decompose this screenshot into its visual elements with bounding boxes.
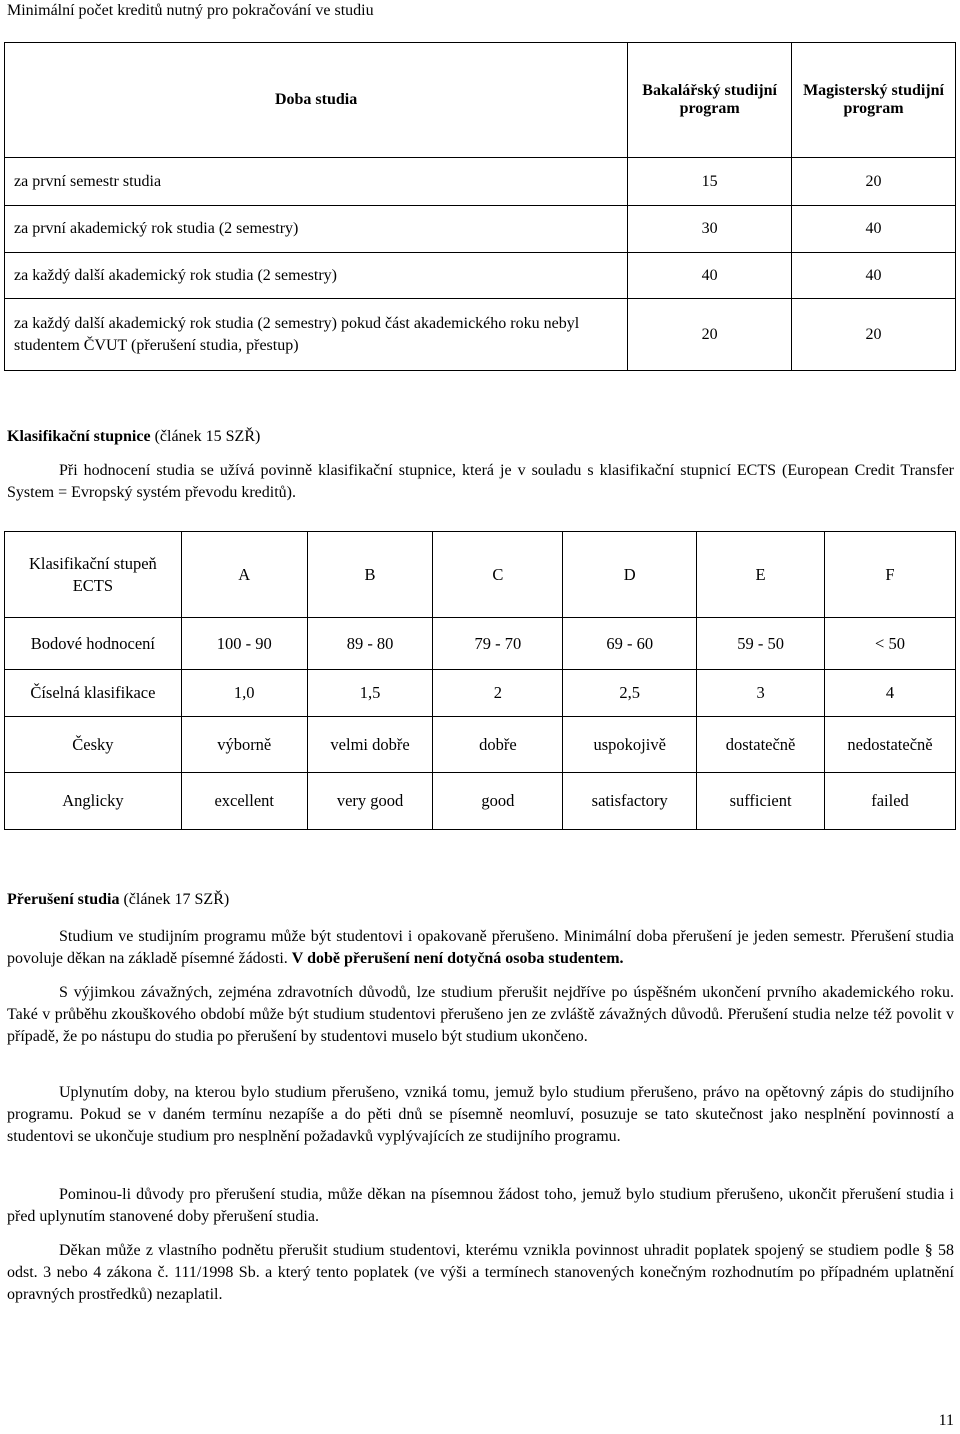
grade-cell: 79 - 70 (433, 618, 563, 670)
grade-cell: E (697, 532, 825, 618)
grade-row-label: Číselná klasifikace (5, 670, 182, 717)
grade-cell: F (825, 532, 956, 618)
credits-col-header-master: Magisterský studijní program (792, 43, 956, 158)
classification-title-bold: Klasifikační stupnice (7, 428, 151, 445)
credits-row-bachelor: 30 (628, 206, 792, 253)
grade-cell: uspokojivě (563, 717, 697, 773)
classification-title-rest: (článek 15 SZŘ) (150, 428, 261, 445)
grade-cell: good (433, 773, 563, 830)
credits-row-bachelor: 20 (628, 299, 792, 371)
grade-cell: dostatečně (697, 717, 825, 773)
interruption-p5-text: Děkan může z vlastního podnětu přerušit studium studentovi, kterému vznikla povinnost uhradit poplatek spojený se studiem podle § 58 odst. 3 nebo 4 zákona č. 111/1998 Sb. a který tento poplatek (ve výši a termínech stanovených konečným rozhodnutím po případném uplatnění opravných prostředků) nezaplatil. (7, 1242, 954, 1303)
grade-cell: satisfactory (563, 773, 697, 830)
grade-cell: 4 (825, 670, 956, 717)
grade-cell: 1,0 (181, 670, 307, 717)
credits-row-label: za každý další akademický rok studia (2 semestry) pokud část akademického roku nebyl studentem ČVUT (přerušení studia, přestup) (5, 299, 628, 371)
grade-row-label: Česky (5, 717, 182, 773)
page-number: 11 (938, 1412, 954, 1429)
grade-cell: < 50 (825, 618, 956, 670)
grade-cell: nedostatečně (825, 717, 956, 773)
credits-row (5, 206, 956, 253)
grade-cell: 59 - 50 (697, 618, 825, 670)
grade-row-label: Bodové hodnocení (5, 618, 182, 670)
grade-cell: 3 (697, 670, 825, 717)
credits-col-header-duration: Doba studia (5, 43, 628, 158)
grade-row (5, 773, 956, 830)
grade-row-label: Anglicky (5, 773, 182, 830)
grade-cell: failed (825, 773, 956, 830)
classification-paragraph (7, 460, 954, 504)
interruption-p4-text: Pominou-li důvody pro přerušení studia, může děkan na písemnou žádost toho, jemuž bylo studium přerušeno, ukončit přerušení studia i před uplynutím stanovené doby přerušení studia. (7, 1186, 954, 1225)
grade-cell: 89 - 80 (307, 618, 433, 670)
credits-row-bachelor: 15 (628, 158, 792, 206)
grade-row (5, 670, 956, 717)
interruption-p2-text: S výjimkou závažných, zejména zdravotních důvodů, lze studium přerušit nejdříve po úspěšném ukončení prvního akademického roku. Také v průběhu zkouškového období může být studium studentovi přerušeno jen ze zvláště závažných důvodů. Přerušení studia nelze též povolit v případě, že po nástupu do studia po přerušení by studentovi muselo být studium ukončeno. (7, 984, 954, 1045)
grade-cell: dobře (433, 717, 563, 773)
credits-table-header-row (5, 43, 956, 158)
interruption-paragraph-5 (7, 1240, 954, 1306)
classification-title (7, 428, 260, 446)
grade-cell: A (181, 532, 307, 618)
grade-cell: sufficient (697, 773, 825, 830)
grade-table (4, 531, 956, 830)
grade-row (5, 717, 956, 773)
credits-row (5, 253, 956, 299)
credits-table (4, 42, 956, 371)
grade-cell: C (433, 532, 563, 618)
interruption-paragraph-3 (7, 1082, 954, 1148)
grade-cell: velmi dobře (307, 717, 433, 773)
grade-cell: výborně (181, 717, 307, 773)
credits-row-master: 20 (792, 158, 956, 206)
grade-cell: D (563, 532, 697, 618)
grade-row (5, 532, 956, 618)
credits-row-label: za první semestr studia (5, 158, 628, 206)
interruption-paragraph-1 (7, 926, 954, 970)
page-heading: Minimální počet kreditů nutný pro pokračování ve studiu (7, 2, 374, 19)
grade-cell: 2 (433, 670, 563, 717)
credits-row-label: za první akademický rok studia (2 semestry) (5, 206, 628, 253)
grade-row-label: Klasifikační stupeň ECTS (5, 532, 182, 618)
credits-row-master: 40 (792, 253, 956, 299)
credits-row-label: za každý další akademický rok studia (2 semestry) (5, 253, 628, 299)
interruption-paragraph-4 (7, 1184, 954, 1228)
credits-row-master: 20 (792, 299, 956, 371)
interruption-paragraph-2 (7, 982, 954, 1048)
credits-row (5, 158, 956, 206)
grade-row (5, 618, 956, 670)
grade-cell: very good (307, 773, 433, 830)
interruption-title-bold: Přerušení studia (7, 891, 120, 908)
grade-cell: excellent (181, 773, 307, 830)
grade-cell: 100 - 90 (181, 618, 307, 670)
credits-col-header-bachelor: Bakalářský studijní program (628, 43, 792, 158)
interruption-title-rest: (článek 17 SZŘ) (119, 891, 230, 908)
credits-row (5, 299, 956, 371)
classification-paragraph-text: Při hodnocení studia se užívá povinně klasifikační stupnice, která je v souladu s klasifikační stupnicí ECTS (European Credit Transfer System = Evropský systém převodu kreditů). (7, 462, 954, 501)
credits-row-master: 40 (792, 206, 956, 253)
interruption-p3-text: Uplynutím doby, na kterou bylo studium přerušeno, vzniká tomu, jemuž bylo studium přerušeno, právo na opětovný zápis do studijního programu. Pokud se v daném termínu nezapíše a do pěti dnů se písemně neomluví, posuzuje se tato skutečnost jako nesplnění povinností a studentovi se ukončuje studium pro nesplnění požadavků vyplývajících ze studijního programu. (7, 1084, 954, 1145)
interruption-p1-text: Studium ve studijním programu může být studentovi i opakovaně přerušeno. Minimální doba přerušení je jeden semestr. Přerušení studia povoluje děkan na základě písemné žádosti. (7, 928, 954, 967)
interruption-title (7, 891, 229, 909)
interruption-p1-bold: V době přerušení není dotyčná osoba studentem. (291, 950, 624, 967)
grade-cell: B (307, 532, 433, 618)
grade-cell: 2,5 (563, 670, 697, 717)
credits-row-bachelor: 40 (628, 253, 792, 299)
grade-cell: 69 - 60 (563, 618, 697, 670)
grade-cell: 1,5 (307, 670, 433, 717)
